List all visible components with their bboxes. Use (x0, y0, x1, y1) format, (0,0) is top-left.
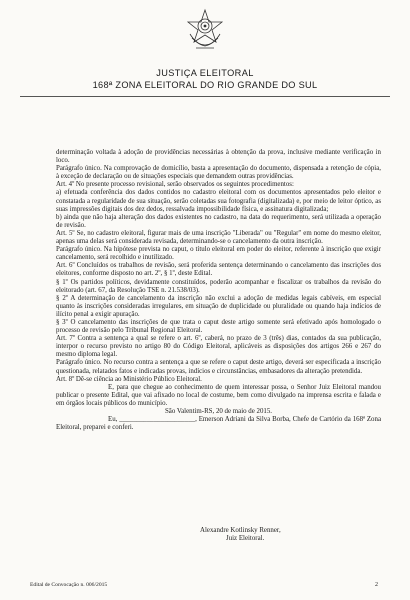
page-number: 2 (375, 582, 378, 588)
paragraph: b) ainda que não haja alteração dos dados existentes no cadastro, na data do requerimento, será utilizada a operação de revisão. (56, 213, 381, 229)
document-body (56, 149, 381, 432)
header-divider (20, 96, 390, 97)
paragraph: Art. 7º Contra a sentença a qual se refere o art. 6º, caberá, no prazo de 3 (três) dias, contados da sua publicação, interpor o recurso previsto no artigo 80 do Código Eleitoral, aplicáveis as disposições dos artigos 266 e 267 do mesmo diploma legal. (56, 335, 381, 359)
signature-name: Alexandre Kotlinsky Renner, (200, 527, 281, 534)
brasao-emblem (186, 8, 224, 52)
signature-block (200, 527, 281, 543)
paragraph: Parágrafo único. Na comprovação de domicílio, basta a apresentação do documento, dispensada a retenção de cópia, à exceção de declaração ou de situações especiais que demandem outras providências. (56, 165, 381, 181)
signature-role: Juiz Eleitoral. (226, 535, 265, 543)
header-title: JUSTIÇA ELEITORAL (156, 68, 254, 78)
date-line: São Valentim-RS, 20 de maio de 2015. (164, 408, 273, 415)
paragraph: a) efetuada conferência dos dados contidos no cadastro eleitoral com os documentos apresentados pelo eleitor e constatada a regularidade de sua situação, serão coletadas sua fotografia (digitalizada) e, por meio de leitor óptico, as suas impressões digitais dos dez dedos, ressalvada impossibilidade física, e assinatura digitalizada; (56, 189, 381, 213)
document-reference: Edital de Convocação n. 006/2015 (30, 582, 108, 588)
paragraph: Art. 8º Dê-se ciência ao Ministério Público Eleitoral. (56, 375, 202, 383)
header-subtitle: 168ª ZONA ELEITORAL DO RIO GRANDE DO SUL (92, 80, 318, 90)
paragraph: determinação voltada à adoção de providências necessárias à obtenção da prova, inclusive mediante verificação in loco. (56, 149, 381, 165)
closing-paragraph: E, para que chegue ao conhecimento de quem interessar possa, o Senhor Juiz Eleitoral mandou publicar o presente Edital, que vai afixado no local de costume, bem como divulgado na imprensa escrita e falada e em órgãos locais públicos do município. (56, 383, 381, 407)
clerk-line: Eu, ______________________, Emerson Adriani da Silva Borba, Chefe de Cartório da 168ª Zona Eleitoral, preparei e conferi. (56, 416, 381, 432)
paragraph: Art. 4º No presente processo revisional, serão observados os seguintes procedimentos: (56, 181, 294, 189)
paragraph: Art. 6º Concluídos os trabalhos de revisão, será proferida sentença determinando o cancelamento das inscrições dos eleitores, conforme disposto no art. 2º, § 1º, deste Edital. (56, 262, 381, 278)
paragraph: § 1º Os partidos políticos, devidamente constituídos, poderão acompanhar e fiscalizar os trabalhos da revisão do eleitorado (art. 67, da Resolução TSE n. 21.538/03). (56, 278, 381, 294)
paragraph: § 2º A determinação de cancelamento da inscrição não exclui a adoção de medidas legais cabíveis, em especial quanto às inscrições consideradas irregulares, em situação de duplicidade ou pluralidade ou quando haja indícios de ilícito penal a exigir apuração. (56, 294, 381, 318)
paragraph: § 3º O cancelamento das inscrições de que trata o caput deste artigo somente será efetivado após homologado o processo de revisão pelo Tribunal Regional Eleitoral. (56, 318, 381, 335)
paragraph: Parágrafo único. Na hipótese prevista no caput, o título eleitoral em poder do eleitor, referente à inscrição que exigir cancelamento, será recolhido e inutilizado. (56, 246, 381, 262)
paragraph: Art. 5º Se, no cadastro eleitoral, figurar mais de uma inscrição "Liberada" ou "Regular" em nome do mesmo eleitor, apenas uma delas será considerada revisada, determinando-se o cancelamento da outra inscrição. (56, 229, 381, 246)
paragraph: Parágrafo único. No recurso contra a sentença a que se refere o caput deste artigo, deverá ser especificada a inscrição questionada, relatados fatos e indicadas provas, indícios e circunstâncias, embasadores da alteração pretendida. (56, 359, 381, 375)
